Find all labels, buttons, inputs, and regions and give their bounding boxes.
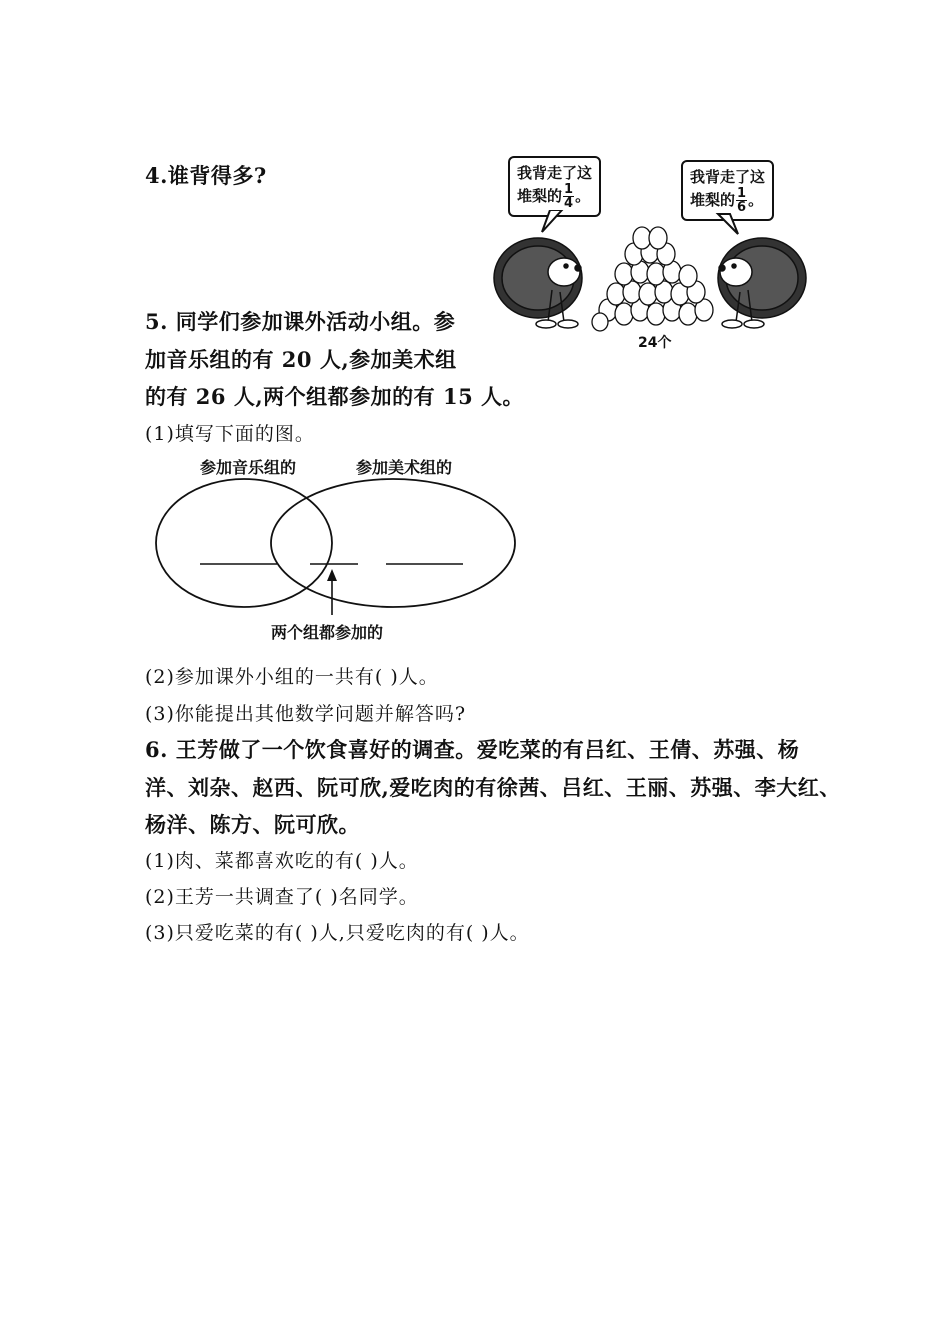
q6-sub3: (3)只爱吃菜的有( )人,只爱吃肉的有( )人。 (145, 922, 530, 944)
bubble-left (508, 156, 601, 217)
q4-title: 4.谁背得多? (145, 163, 267, 188)
venn-art-circle (271, 479, 515, 607)
q5-sub1: (1)填写下面的图。 (145, 423, 315, 445)
q5-sub3: (3)你能提出其他数学问题并解答吗? (145, 703, 467, 725)
q5-line3: 的有 26 人,两个组都参加的有 15 人。 (145, 384, 525, 409)
q5-line2: 加音乐组的有 20 人,参加美术组 (145, 347, 457, 372)
venn-bottom-label: 两个组都参加的 (271, 623, 384, 642)
pear-count-label: 24个 (638, 335, 672, 351)
bubble-right-line1: 我背走了这 (690, 168, 766, 186)
q6-sub2: (2)王芳一共调查了( )名同学。 (145, 886, 419, 908)
venn-right-label: 参加美术组的 (356, 458, 453, 477)
bubble-left-line2: 堆梨的 $\frac{1}{4}$ 。 (517, 182, 591, 211)
arrow-up-icon (327, 569, 337, 581)
bubble-right-line2: 堆梨的 $\frac{1}{6}$ 。 (690, 186, 764, 215)
q5-line1: 5. 同学们参加课外活动小组。参 (145, 309, 456, 334)
hedgehogs-pears-illustration (490, 210, 810, 335)
fraction-one-sixth: $\frac{1}{6}$ (737, 186, 747, 215)
bubble-left-line1: 我背走了这 (517, 164, 593, 182)
right-hedgehog-icon (718, 238, 806, 328)
q6-sub1: (1)肉、菜都喜欢吃的有( )人。 (145, 850, 419, 872)
venn-left-label: 参加音乐组的 (200, 458, 297, 477)
left-hedgehog-icon (494, 238, 582, 328)
fraction-one-fourth: $\frac{1}{4}$ (564, 182, 574, 211)
q5-sub2: (2)参加课外小组的一共有( )人。 (145, 666, 439, 688)
q6-line2: 洋、刘杂、赵西、阮可欣,爱吃肉的有徐茜、吕红、王丽、苏强、李大红、 (145, 775, 841, 800)
venn-diagram (150, 475, 530, 625)
pear-pile-icon (592, 227, 713, 331)
q6-line1: 6. 王芳做了一个饮食喜好的调查。爱吃菜的有吕红、王倩、苏强、杨 (145, 737, 800, 762)
q6-line3: 杨洋、陈方、阮可欣。 (145, 812, 360, 837)
